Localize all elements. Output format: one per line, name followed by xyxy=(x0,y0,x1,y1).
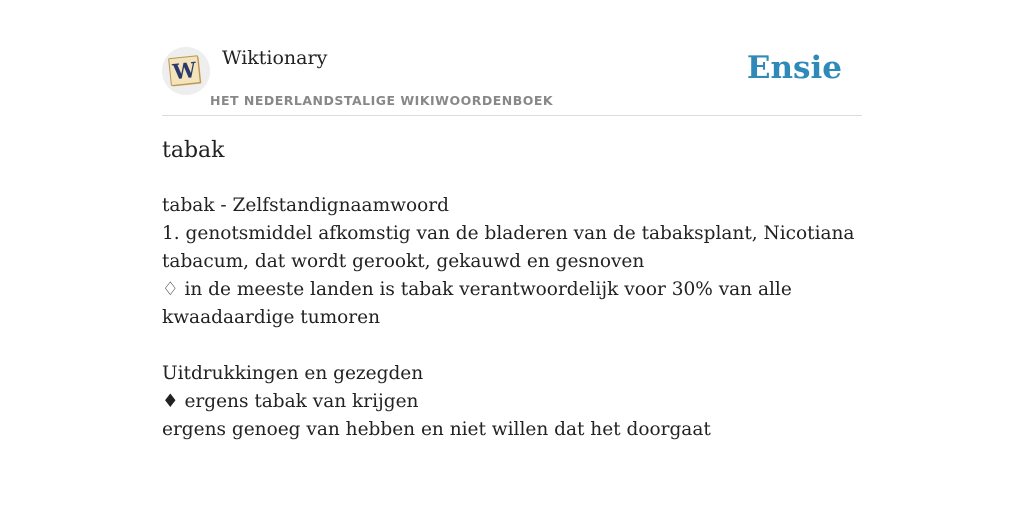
source-subtitle: HET NEDERLANDSTALIGE WIKIWOORDENBOEK xyxy=(210,93,554,108)
wiktionary-logo-svg xyxy=(162,47,210,95)
expression-meaning: ergens genoeg van hebben en niet willen dat het doorgaat xyxy=(162,419,711,440)
source-name[interactable]: Wiktionary xyxy=(222,47,328,69)
spacer xyxy=(162,332,867,360)
expression-text: ♦ ergens tabak van krijgen xyxy=(162,391,419,412)
part-of-speech-line: tabak - Zelfstandignaamwoord xyxy=(162,195,449,216)
entry-content xyxy=(162,192,867,444)
wiktionary-logo-icon[interactable] xyxy=(162,47,210,95)
page-title: tabak xyxy=(162,138,225,163)
example-text: ♢ in de meeste landen is tabak verantwoordelijk voor 30% van alle kwaadaardige tumoren xyxy=(162,279,792,328)
definition-text: 1. genotsmiddel afkomstig van de bladeren van de tabaksplant, Nicotiana tabacum, dat wordt gerookt, gekauwd en gesnoven xyxy=(162,223,855,272)
page-header xyxy=(162,40,862,116)
ensie-logo[interactable]: Ensie xyxy=(746,50,842,86)
svg-text:W: W xyxy=(171,56,198,85)
expressions-heading: Uitdrukkingen en gezegden xyxy=(162,363,424,384)
